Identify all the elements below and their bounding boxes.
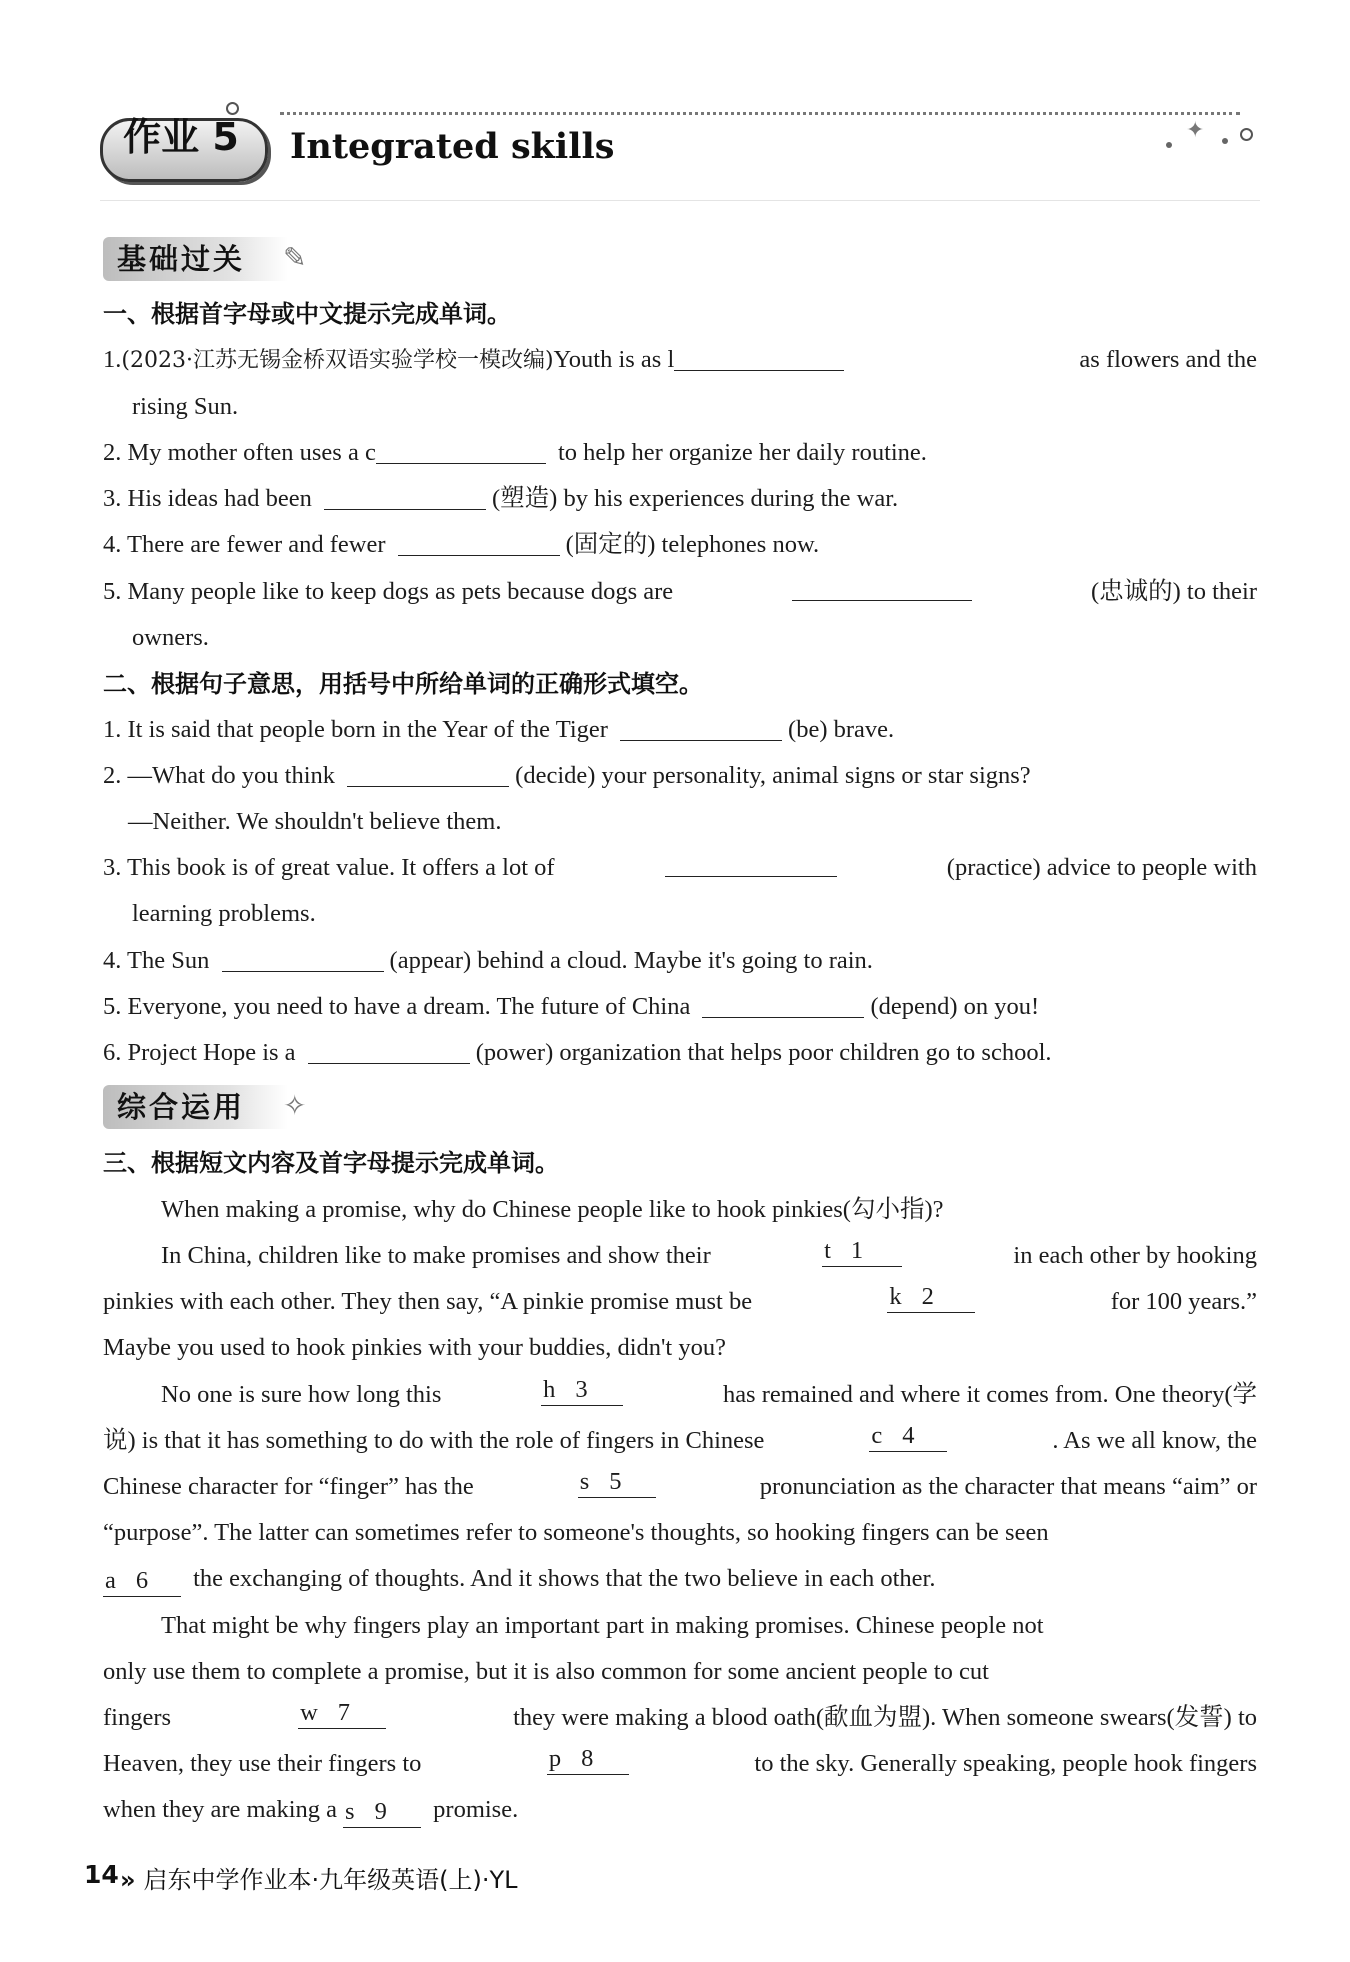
answer-blank[interactable] — [222, 943, 384, 972]
header-divider — [100, 200, 1260, 201]
passage-line: 说) is that it has something to do with the role of fingers in Chinese c 4 . As we all know, the — [103, 1422, 1257, 1454]
passage-line: Heaven, they use their fingers to p 8 to the sky. Generally speaking, people hook fingers — [103, 1745, 1257, 1777]
passage-blank-4[interactable]: c 4 — [869, 1421, 947, 1452]
page-header — [100, 108, 1260, 188]
p2-q2-line1: 2. —What do you think (decide) your personality, animal signs or star signs? — [0, 756, 1350, 796]
p2-q1: 1. It is said that people born in the Year of the Tiger (be) brave. — [0, 710, 1350, 750]
page-number: 14 — [84, 1860, 119, 1889]
p2-q4: 4. The Sun (appear) behind a cloud. Maybe it's going to rain. — [0, 941, 1350, 981]
p1-q2: 2. My mother often uses a c to help her organize her daily routine. — [0, 433, 1350, 473]
passage-line: When making a promise, why do Chinese people like to hook pinkies(勾小指)? — [161, 1196, 944, 1223]
passage-line: pinkies with each other. They then say, “A pinkie promise must be k 2 for 100 years.” — [103, 1283, 1257, 1315]
section-2-title: 二、根据句子意思，用括号中所给单词的正确形式填空。 — [103, 670, 703, 698]
passage-blank-5[interactable]: s 5 — [578, 1467, 656, 1498]
passage-blank-6[interactable]: a 6 — [103, 1566, 181, 1597]
passage-line: That might be why fingers play an important part in making promises. Chinese people not — [161, 1612, 1044, 1639]
passage-blank-8[interactable]: p 8 — [547, 1744, 629, 1775]
section-tag-basic: 基础过关 ✎ — [103, 237, 288, 281]
p1-q5-line1: 5. Many people like to keep dogs as pets because dogs are (忠诚的) to their — [0, 572, 1350, 612]
passage-line: In China, children like to make promises and show their t 1 in each other by hooking — [161, 1237, 1257, 1269]
passage-line: a 6 the exchanging of thoughts. And it shows that the two believe in each other. — [0, 1559, 1350, 1599]
p1-q1-line2: rising Sun. — [132, 393, 239, 420]
passage-blank-1[interactable]: t 1 — [822, 1236, 902, 1267]
answer-blank[interactable] — [702, 989, 864, 1018]
answer-blank[interactable] — [324, 481, 486, 510]
p2-q5: 5. Everyone, you need to have a dream. The future of China (depend) on you! — [0, 987, 1350, 1027]
p1-q5-line2: owners. — [132, 624, 209, 651]
footer-caption — [120, 1860, 518, 1895]
p2-q3-line2: learning problems. — [132, 900, 316, 927]
passage-blank-9[interactable]: s 9 — [343, 1797, 421, 1828]
dot-icon — [1222, 138, 1228, 144]
header-dotted-line — [280, 112, 1240, 115]
p2-q3-line1: 3. This book is of great value. It offers a lot of (practice) advice to people with — [0, 848, 1350, 888]
section-3-title: 三、根据短文内容及首字母提示完成单词。 — [103, 1149, 559, 1177]
passage-blank-3[interactable]: h 3 — [541, 1375, 623, 1406]
p2-q2-line2: —Neither. We shouldn't believe them. — [128, 808, 502, 835]
passage-line: Chinese character for “finger” has the s 5 pronunciation as the character that means “aim” or — [103, 1468, 1257, 1500]
passage-line: fingers w 7 they were making a blood oath(歃血为盟). When someone swears(发誓) to — [103, 1699, 1257, 1731]
answer-blank[interactable] — [376, 435, 546, 464]
section-1-title: 一、根据首字母或中文提示完成单词。 — [103, 300, 511, 328]
sparkle-icon: ✧ — [283, 1089, 307, 1122]
footer-book-title: 启东中学作业本·九年级英语(上)·YL — [143, 1866, 518, 1894]
double-chevron-icon: » — [120, 1866, 136, 1894]
passage-line: Maybe you used to hook pinkies with your buddies, didn't you? — [103, 1334, 726, 1361]
passage-blank-7[interactable]: w 7 — [298, 1698, 386, 1729]
passage-line: when they are making a s 9 promise. — [0, 1790, 1350, 1830]
p1-q3: 3. His ideas had been (塑造) by his experiences during the war. — [0, 479, 1350, 519]
section-tag-comprehensive: 综合运用 ✧ — [103, 1085, 288, 1129]
sparkle-icon: ✦ — [1186, 118, 1205, 143]
answer-blank[interactable] — [665, 848, 837, 877]
answer-blank[interactable] — [398, 527, 560, 556]
lesson-title: Integrated skills — [290, 126, 615, 167]
p2-q6: 6. Project Hope is a (power) organization that helps poor children go to school. — [0, 1033, 1350, 1073]
answer-blank[interactable] — [674, 342, 844, 371]
dot-icon — [1166, 142, 1172, 148]
p1-q1-line1: 1.(2023·江苏无锡金桥双语实验学校一模改编)Youth is as l as flowers and the — [0, 340, 1350, 380]
homework-badge-label: 作业 5 — [123, 115, 239, 159]
passage-line: No one is sure how long this h 3 has remained and where it comes from. One theory(学 — [161, 1376, 1257, 1408]
answer-blank[interactable] — [792, 572, 972, 601]
passage-line: only use them to complete a promise, but it is also common for some ancient people to cut — [103, 1658, 989, 1685]
ring-icon — [226, 102, 239, 115]
pencil-icon: ✎ — [283, 241, 307, 274]
ring-icon — [1240, 128, 1253, 141]
passage-line: “purpose”. The latter can sometimes refer to someone's thoughts, so hooking fingers can be seen — [103, 1519, 1049, 1546]
answer-blank[interactable] — [347, 758, 509, 787]
answer-blank[interactable] — [308, 1035, 470, 1064]
passage-blank-2[interactable]: k 2 — [887, 1282, 975, 1313]
answer-blank[interactable] — [620, 712, 782, 741]
p1-q4: 4. There are fewer and fewer (固定的) telephones now. — [0, 525, 1350, 565]
